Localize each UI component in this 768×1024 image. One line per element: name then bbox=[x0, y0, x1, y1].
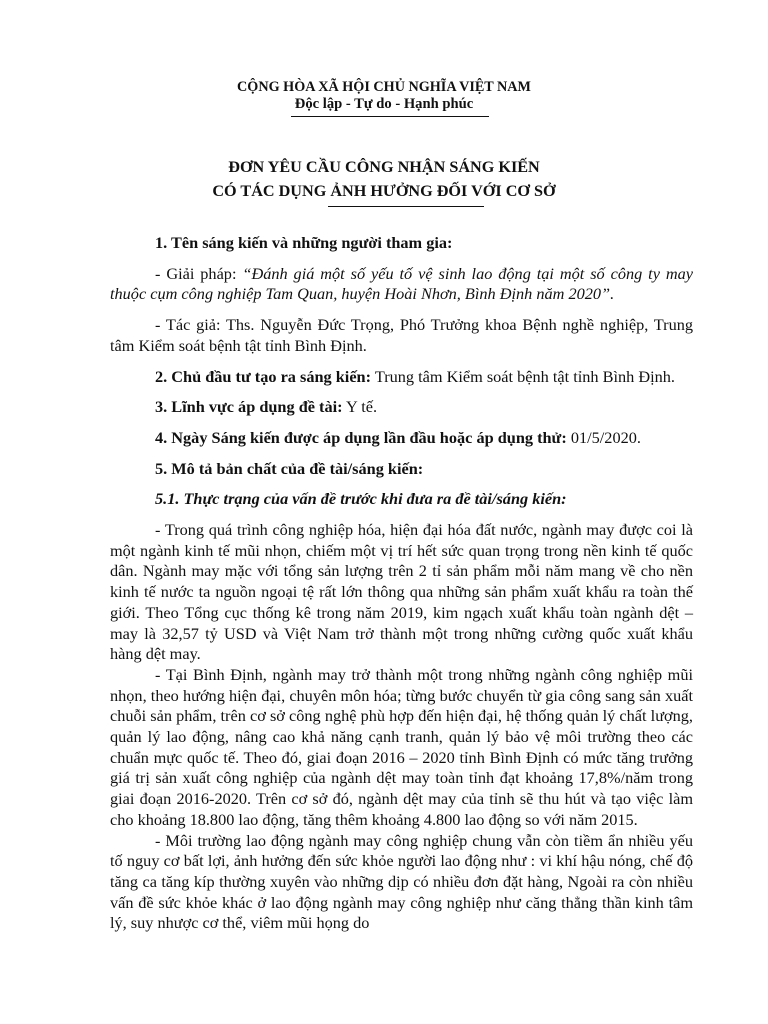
document-title-line1: ĐƠN YÊU CẦU CÔNG NHẬN SÁNG KIẾN bbox=[228, 158, 540, 176]
section-4-label: 4. Ngày Sáng kiến được áp dụng lần đầu hoặc áp dụng thử: bbox=[155, 427, 567, 447]
solution-prefix: - Giải pháp: bbox=[155, 263, 243, 283]
national-header: CỘNG HÒA XÃ HỘI CHỦ NGHĨA VIỆT NAM bbox=[237, 79, 531, 95]
body-paragraph-3: - Môi trường lao động ngành may công nghiệp chung vẫn còn tiềm ẩn nhiều yếu tố nguy cơ bất lợi, ảnh hưởng đến sức khỏe người lao động như : vi khí hậu nóng, chế độ tăng ca tăng kíp thường xuyên vào những dịp có nhiều đơn đặt hàng, Ngoài ra còn nhiều vấn đề sức khỏe khác ở lao động ngành may công nghiệp như căng thẳng thần kinh tâm lý, suy nhược cơ thể, viêm mũi họng do bbox=[110, 830, 693, 933]
section-3-label: 3. Lĩnh vực áp dụng đề tài: bbox=[155, 397, 343, 417]
section-1-heading-text: 1. Tên sáng kiến và những người tham gia: bbox=[155, 233, 453, 252]
section-5-heading bbox=[110, 459, 693, 480]
author-paragraph: - Tác giả: Ths. Nguyễn Đức Trọng, Phó Trưởng khoa Bệnh nghề nghiệp, Trung tâm Kiểm soát bệnh tật tỉnh Bình Định. bbox=[110, 315, 693, 355]
section-1-heading bbox=[110, 233, 693, 254]
solution-paragraph bbox=[110, 264, 693, 305]
section-2-paragraph bbox=[110, 367, 693, 388]
section-5-1-heading bbox=[110, 489, 693, 510]
section-4-paragraph bbox=[110, 428, 693, 449]
body-paragraph-1: - Trong quá trình công nghiệp hóa, hiện đại hóa đất nước, ngành may được coi là một ngành kinh tế mũi nhọn, chiếm một vị trí hết sức quan trọng trong nền kinh tế quốc dân. Ngành may mặc với tổng sản lượng trên 2 tỉ sản phẩm mỗi năm mang về cho nền kinh tế nước ta nguồn ngoại tệ rất lớn thông qua những sản phẩm xuất khẩu ra toàn thế giới. Theo Tổng cục thống kê trong năm 2019, kim ngạch xuất khẩu toàn ngành dệt – may là 32,57 tỷ USD và Việt Nam trở thành một trong những cường quốc xuất khẩu hàng dệt may. bbox=[110, 520, 693, 664]
section-4-value: 01/5/2020. bbox=[566, 427, 641, 447]
document-title-line2: CÓ TÁC DỤNG ẢNH HƯỞNG ĐỐI VỚI CƠ SỞ bbox=[212, 182, 556, 200]
body-paragraph-2: - Tại Bình Định, ngành may trở thành một trong những ngành công nghiệp mũi nhọn, theo hướng hiện đại, chuyên môn hóa; từng bước chuyển từ gia công sang sản xuất chuỗi sản phẩm, trên cơ sở công nghệ phù hợp đến hiện đại, hệ thống quản lý chất lượng, quản lý lao động, nâng cao khả năng cạnh tranh, quản lý bảo vệ môi trường theo các chuẩn mực quốc tế. Theo đó, giai đoạn 2016 – 2020 tỉnh Bình Định có mức tăng trưởng giá trị sản xuất công nghiệp của ngành dệt may toàn tỉnh đạt khoảng 17,8%/năm trong giai đoạn 2016-2020. Trên cơ sở đó, ngành dệt may của tỉnh sẽ thu hút và tạo việc làm cho khoảng 18.800 lao động, tăng thêm khoảng 4.800 lao động so với năm 2015. bbox=[110, 664, 693, 829]
section-2-label: 2. Chủ đầu tư tạo ra sáng kiến: bbox=[155, 366, 372, 386]
section-3-paragraph bbox=[110, 397, 693, 418]
section-2-value: Trung tâm Kiểm soát bệnh tật tỉnh Bình Định. bbox=[371, 366, 675, 386]
solution-title: “Đánh giá một số yếu tố vệ sinh lao động tại một số công ty may thuộc cụm công nghiệp Tam Quan, huyện Hoài Nhơn, Bình Định năm 2020”. bbox=[110, 263, 693, 304]
section-5-1-heading-text: 5.1. Thực trạng của vấn đề trước khi đưa ra đề tài/sáng kiến: bbox=[155, 489, 567, 509]
section-3-value: Y tế. bbox=[342, 397, 378, 417]
national-motto: Độc lập - Tự do - Hạnh phúc bbox=[294, 96, 474, 112]
motto-underline bbox=[291, 116, 489, 117]
document-body bbox=[110, 233, 693, 934]
title-underline bbox=[328, 206, 484, 207]
section-5-heading-text: 5. Mô tả bản chất của đề tài/sáng kiến: bbox=[155, 458, 424, 478]
